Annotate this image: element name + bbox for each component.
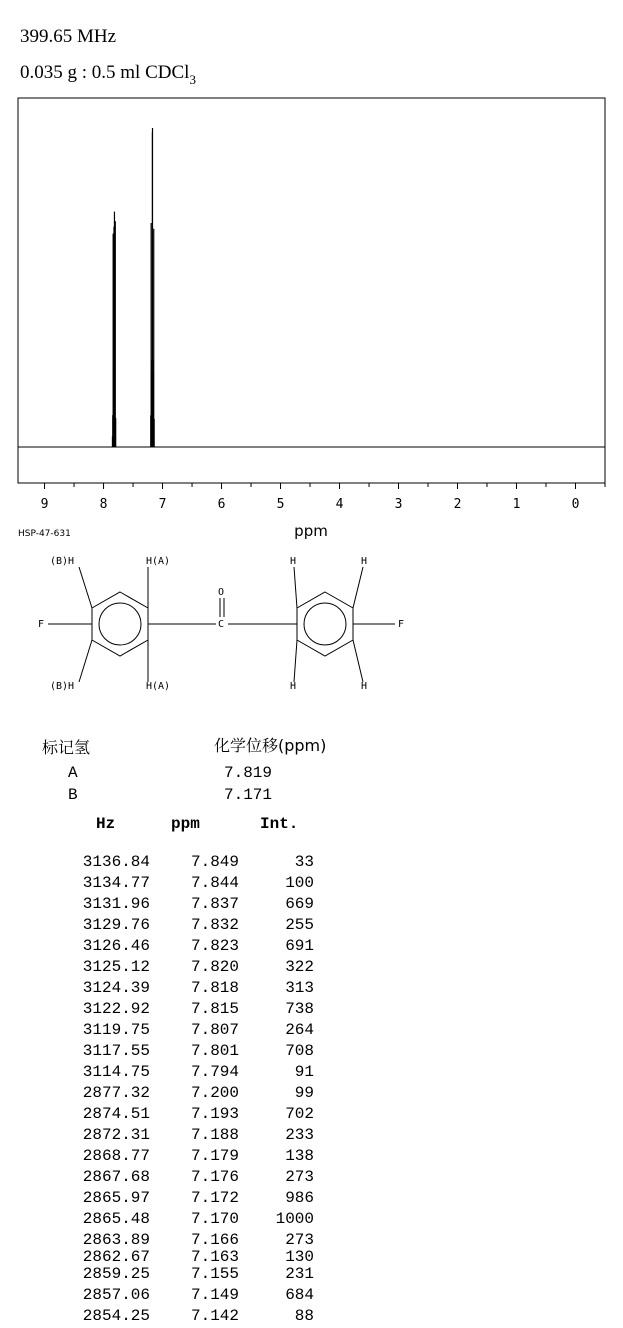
table-row [62, 1210, 322, 1230]
table-row [62, 1286, 322, 1306]
row-hz: 2877.32 [82, 1084, 150, 1102]
row-ppm: 7.142 [190, 1307, 239, 1325]
table-row [62, 1168, 322, 1188]
row-ppm: 7.807 [190, 1021, 239, 1039]
row-hz: 2862.67 [82, 1248, 150, 1266]
x-tick-label: 7 [158, 497, 167, 512]
row-int: 255 [285, 916, 314, 934]
spectrum-trace-group [18, 128, 605, 447]
row-hz: 3129.76 [82, 916, 150, 934]
row-ppm: 7.837 [190, 895, 239, 913]
table-row [62, 916, 322, 936]
right-ring-aromatic [304, 603, 346, 645]
row-int: 322 [285, 958, 314, 976]
table-row [62, 1147, 322, 1167]
row-ppm: 7.155 [190, 1265, 239, 1283]
label-h-r1: H [290, 556, 297, 567]
label-o: O [218, 587, 225, 598]
nmr-spectrum-chart [0, 0, 623, 545]
peak-table-header-hz: Hz [96, 815, 116, 833]
label-f-right: F [398, 619, 405, 630]
sample-subscript: 3 [189, 72, 196, 87]
row-hz: 2857.06 [82, 1286, 150, 1304]
row-hz: 3134.77 [82, 874, 150, 892]
label-h-b-top: (B)H [50, 556, 75, 567]
table-row [62, 1126, 322, 1146]
row-hz: 3125.12 [82, 958, 150, 976]
label-f-left: F [38, 619, 45, 630]
row-int: 91 [294, 1063, 314, 1081]
row-ppm: 7.832 [190, 916, 239, 934]
x-tick-label: 0 [571, 497, 580, 512]
x-tick-label: 1 [512, 497, 521, 512]
row-hz: 2868.77 [82, 1147, 150, 1165]
table-row [62, 1105, 322, 1125]
plot-frame [18, 98, 605, 483]
x-tick-label: 3 [394, 497, 403, 512]
row-int: 99 [294, 1084, 314, 1102]
row-int: 684 [285, 1286, 314, 1304]
table-row [62, 1021, 322, 1041]
bond-h-bl-top [79, 567, 92, 608]
assign-header-label: 标记氢 [42, 738, 91, 757]
row-ppm: 7.818 [190, 979, 239, 997]
left-ring [92, 592, 148, 656]
row-hz: 3117.55 [82, 1042, 150, 1060]
row-ppm: 7.188 [190, 1126, 239, 1144]
row-int: 1000 [275, 1210, 314, 1228]
row-ppm: 7.823 [190, 937, 239, 955]
row-int: 233 [285, 1126, 314, 1144]
label-h-a-top: H(A) [146, 556, 171, 567]
row-ppm: 7.149 [190, 1286, 239, 1304]
row-int: 691 [285, 937, 314, 955]
row-ppm: 7.193 [190, 1105, 239, 1123]
row-ppm: 7.176 [190, 1168, 239, 1186]
x-axis-label: ppm [294, 522, 328, 540]
spectrum-code: HSP-47-631 [18, 529, 71, 539]
table-row [62, 853, 322, 873]
table-row [62, 1000, 322, 1020]
x-tick-label: 9 [40, 497, 49, 512]
bond-h-r3 [294, 640, 297, 682]
sample-main: 0.035 g : 0.5 ml CDCl [20, 62, 190, 83]
row-int: 702 [285, 1105, 314, 1123]
row-hz: 3119.75 [82, 1021, 150, 1039]
label-h-r2: H [361, 556, 368, 567]
x-tick-label: 5 [276, 497, 285, 512]
row-hz: 2865.97 [82, 1189, 150, 1207]
row-int: 130 [285, 1248, 314, 1266]
assign-header-shift: 化学位移(ppm) [214, 736, 327, 755]
table-row [62, 1042, 322, 1062]
molecule-structure [0, 545, 623, 705]
left-ring-aromatic [99, 603, 141, 645]
row-hz: 3124.39 [82, 979, 150, 997]
row-int: 313 [285, 979, 314, 997]
bond-h-r4 [353, 640, 363, 682]
row-hz: 3136.84 [82, 853, 150, 871]
row-int: 708 [285, 1042, 314, 1060]
table-row [62, 1265, 322, 1285]
row-int: 138 [285, 1147, 314, 1165]
label-h-r4: H [361, 681, 368, 692]
bond-h-r2 [353, 567, 363, 608]
row-int: 738 [285, 1000, 314, 1018]
peak-table-header-ppm: ppm [171, 815, 200, 833]
row-hz: 2872.31 [82, 1126, 150, 1144]
row-ppm: 7.794 [190, 1063, 239, 1081]
table-row [62, 958, 322, 978]
label-c: C [218, 619, 225, 630]
row-ppm: 7.844 [190, 874, 239, 892]
peak-table-header-int: Int. [260, 815, 299, 833]
row-int: 669 [285, 895, 314, 913]
bond-h-r1 [294, 567, 297, 608]
right-ring [297, 592, 353, 656]
spectrometer-frequency: 399.65 MHz [20, 26, 117, 47]
assign-b-value: 7.171 [224, 786, 273, 804]
x-tick-label: 6 [217, 497, 226, 512]
assign-a-label: A [68, 764, 78, 782]
label-h-r3: H [290, 681, 297, 692]
table-row [62, 874, 322, 894]
row-ppm: 7.801 [190, 1042, 239, 1060]
row-int: 100 [285, 874, 314, 892]
row-hz: 2854.25 [82, 1307, 150, 1325]
row-int: 273 [285, 1231, 314, 1249]
label-h-a-bottom: H(A) [146, 681, 171, 692]
row-hz: 2865.48 [82, 1210, 150, 1228]
row-int: 33 [294, 853, 314, 871]
row-int: 986 [285, 1189, 314, 1207]
assign-a-value: 7.819 [224, 764, 273, 782]
row-ppm: 7.200 [190, 1084, 239, 1102]
row-int: 273 [285, 1168, 314, 1186]
x-tick-label: 4 [335, 497, 344, 512]
row-ppm: 7.166 [190, 1231, 239, 1249]
table-row [62, 937, 322, 957]
row-hz: 2867.68 [82, 1168, 150, 1186]
row-ppm: 7.820 [190, 958, 239, 976]
row-hz: 3126.46 [82, 937, 150, 955]
row-hz: 2863.89 [82, 1231, 150, 1249]
table-row [62, 1307, 322, 1327]
table-row [62, 895, 322, 915]
table-row [62, 1189, 322, 1209]
row-ppm: 7.849 [190, 853, 239, 871]
assign-b-label: B [68, 786, 78, 804]
row-ppm: 7.815 [190, 1000, 239, 1018]
bond-h-bl-bottom [79, 640, 92, 682]
table-row [62, 1084, 322, 1104]
table-row [62, 979, 322, 999]
row-int: 264 [285, 1021, 314, 1039]
row-ppm: 7.179 [190, 1147, 239, 1165]
row-hz: 3114.75 [82, 1063, 150, 1081]
row-ppm: 7.163 [190, 1248, 239, 1266]
x-axis [41, 483, 605, 512]
x-tick-label: 2 [453, 497, 462, 512]
row-int: 88 [294, 1307, 314, 1325]
row-ppm: 7.170 [190, 1210, 239, 1228]
row-hz: 3131.96 [82, 895, 150, 913]
row-hz: 3122.92 [82, 1000, 150, 1018]
table-row [62, 1063, 322, 1083]
label-h-b-bottom: (B)H [50, 681, 75, 692]
row-int: 231 [285, 1265, 314, 1283]
row-ppm: 7.172 [190, 1189, 239, 1207]
x-tick-label: 8 [99, 497, 108, 512]
row-hz: 2859.25 [82, 1265, 150, 1283]
row-hz: 2874.51 [82, 1105, 150, 1123]
